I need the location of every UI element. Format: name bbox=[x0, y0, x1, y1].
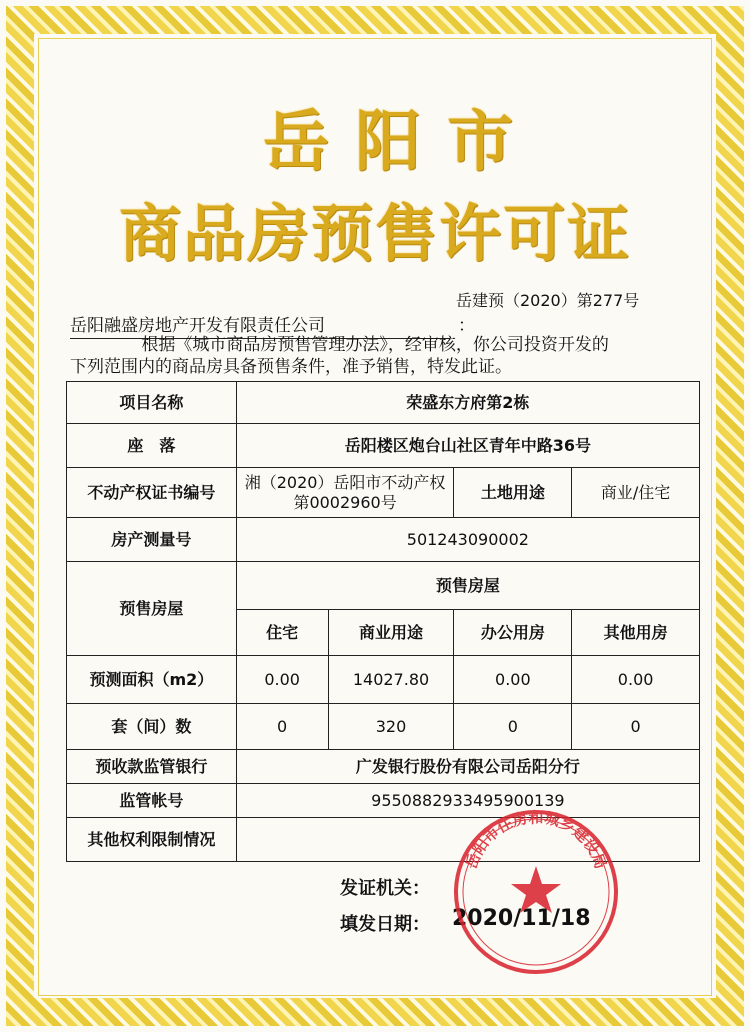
other-rights-label: 其他权利限制情况 bbox=[67, 818, 237, 862]
survey-no-label: 房产测量号 bbox=[67, 518, 237, 562]
project-name-label: 项目名称 bbox=[67, 382, 237, 424]
company-colon: ： bbox=[458, 316, 475, 336]
column-office: 办公用房 bbox=[454, 610, 572, 656]
issuer-label: 发证机关： bbox=[340, 878, 430, 899]
units-residential: 0 bbox=[236, 704, 328, 750]
project-name-value: 荣盛东方府第2栋 bbox=[236, 382, 699, 424]
bank-label: 预收款监管银行 bbox=[67, 750, 237, 784]
area-other: 0.00 bbox=[572, 656, 700, 704]
column-residential: 住宅 bbox=[236, 610, 328, 656]
area-commercial: 14027.80 bbox=[328, 656, 454, 704]
certificate-body bbox=[70, 334, 710, 378]
certificate-number: 岳建预（2020）第277号 bbox=[456, 291, 640, 310]
property-cert-label: 不动产权证书编号 bbox=[67, 468, 237, 518]
location-label: 座 落 bbox=[67, 424, 237, 468]
property-cert-value: 湘（2020）岳阳市不动产权第0002960号 bbox=[236, 468, 454, 518]
units-label: 套（间）数 bbox=[67, 704, 237, 750]
official-seal bbox=[452, 808, 620, 976]
company-name: 岳阳融盛房地产开发有限责任公司 bbox=[70, 311, 450, 339]
certificate-title-city: 岳阳市 bbox=[263, 103, 539, 180]
seal-star-icon bbox=[511, 866, 561, 913]
presale-info-table bbox=[66, 381, 700, 862]
location-value: 岳阳楼区炮台山社区青年中路36号 bbox=[236, 424, 699, 468]
area-office: 0.00 bbox=[454, 656, 572, 704]
land-use-value: 商业/住宅 bbox=[572, 468, 700, 518]
units-other: 0 bbox=[572, 704, 700, 750]
account-label: 监管帐号 bbox=[67, 784, 237, 818]
units-office: 0 bbox=[454, 704, 572, 750]
account-value: 9550882933495900139 bbox=[236, 784, 699, 818]
area-residential: 0.00 bbox=[236, 656, 328, 704]
certificate-title: 商品房预售许可证 bbox=[118, 197, 631, 270]
presale-header: 预售房屋 bbox=[236, 562, 699, 610]
body-line-2: 下列范围内的商品房具备预售条件，准予销售，特发此证。 bbox=[70, 357, 512, 377]
area-label: 预测面积（m2） bbox=[67, 656, 237, 704]
presale-label: 预售房屋 bbox=[67, 562, 237, 656]
land-use-label: 土地用途 bbox=[454, 468, 572, 518]
column-commercial: 商业用途 bbox=[328, 610, 454, 656]
issue-date-label: 填发日期： bbox=[340, 914, 430, 935]
bank-value: 广发银行股份有限公司岳阳分行 bbox=[236, 750, 699, 784]
column-other: 其他用房 bbox=[572, 610, 700, 656]
body-line-1: 根据《城市商品房预售管理办法》，经审核，你公司投资开发的 bbox=[141, 335, 609, 355]
survey-no-value: 501243090002 bbox=[236, 518, 699, 562]
issue-date: 2020/11/18 bbox=[452, 906, 591, 931]
units-commercial: 320 bbox=[328, 704, 454, 750]
seal-text: 岳阳市住房和城乡建设局 bbox=[462, 808, 610, 872]
